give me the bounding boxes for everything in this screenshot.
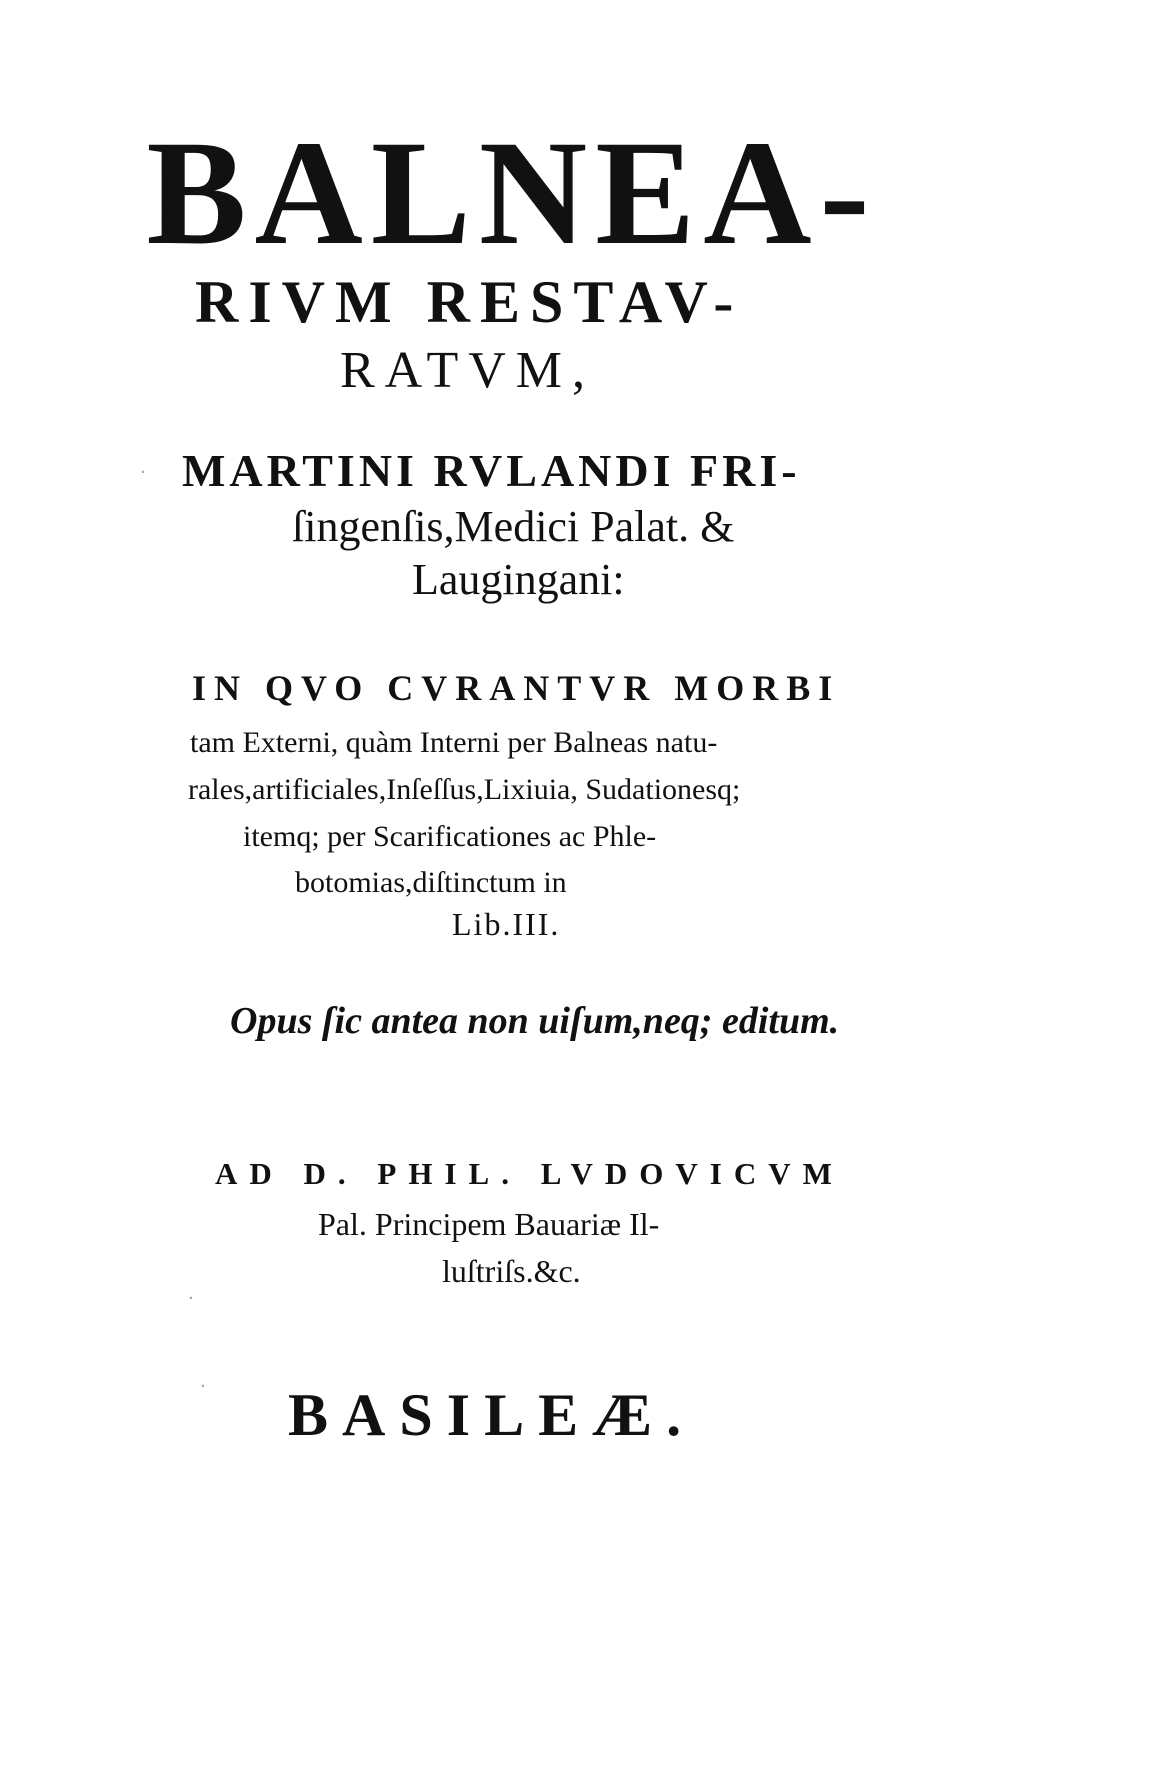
imprint-place: BASILEÆ. [288, 1382, 696, 1448]
author-line-1: MARTINI RVLANDI FRI- [182, 445, 801, 496]
description-line-1: IN QVO CVRANTVR MORBI [192, 668, 841, 708]
title-line-3: RATVM, [340, 342, 596, 399]
description-line-2: tam Externi, quàm Interni per Balneas natu- [190, 726, 718, 759]
author-line-3: Laugingani: [412, 555, 625, 604]
ink-smudge-mark: · [140, 462, 146, 483]
dedication-line-1: AD D. PHIL. LVDOVICVM [215, 1156, 844, 1191]
description-line-6: Lib.III. [452, 906, 561, 942]
dedication-line-2: Pal. Principem Bauariæ Il- [318, 1206, 660, 1242]
description-line-5: botomias,diſtinctum in [295, 866, 567, 899]
dedication-line-3: luſtriſs.&c. [442, 1253, 581, 1289]
title-line-2: RIVM RESTAV- [195, 269, 744, 335]
description-line-3: rales,artificiales,Inſeſſus,Lixiuia, Sudationesq; [188, 773, 741, 806]
author-line-2: ſingenſis,Medici Palat. & [292, 502, 735, 551]
ink-smudge-mark: · [200, 1376, 206, 1397]
ink-smudge-mark: · [188, 1288, 194, 1309]
title-line-1: BALNEA- [146, 110, 878, 276]
description-line-4: itemq; per Scarificationes ac Phle- [243, 820, 657, 853]
motto: Opus ſic antea non uiſum,neq; editum. [230, 1000, 840, 1042]
